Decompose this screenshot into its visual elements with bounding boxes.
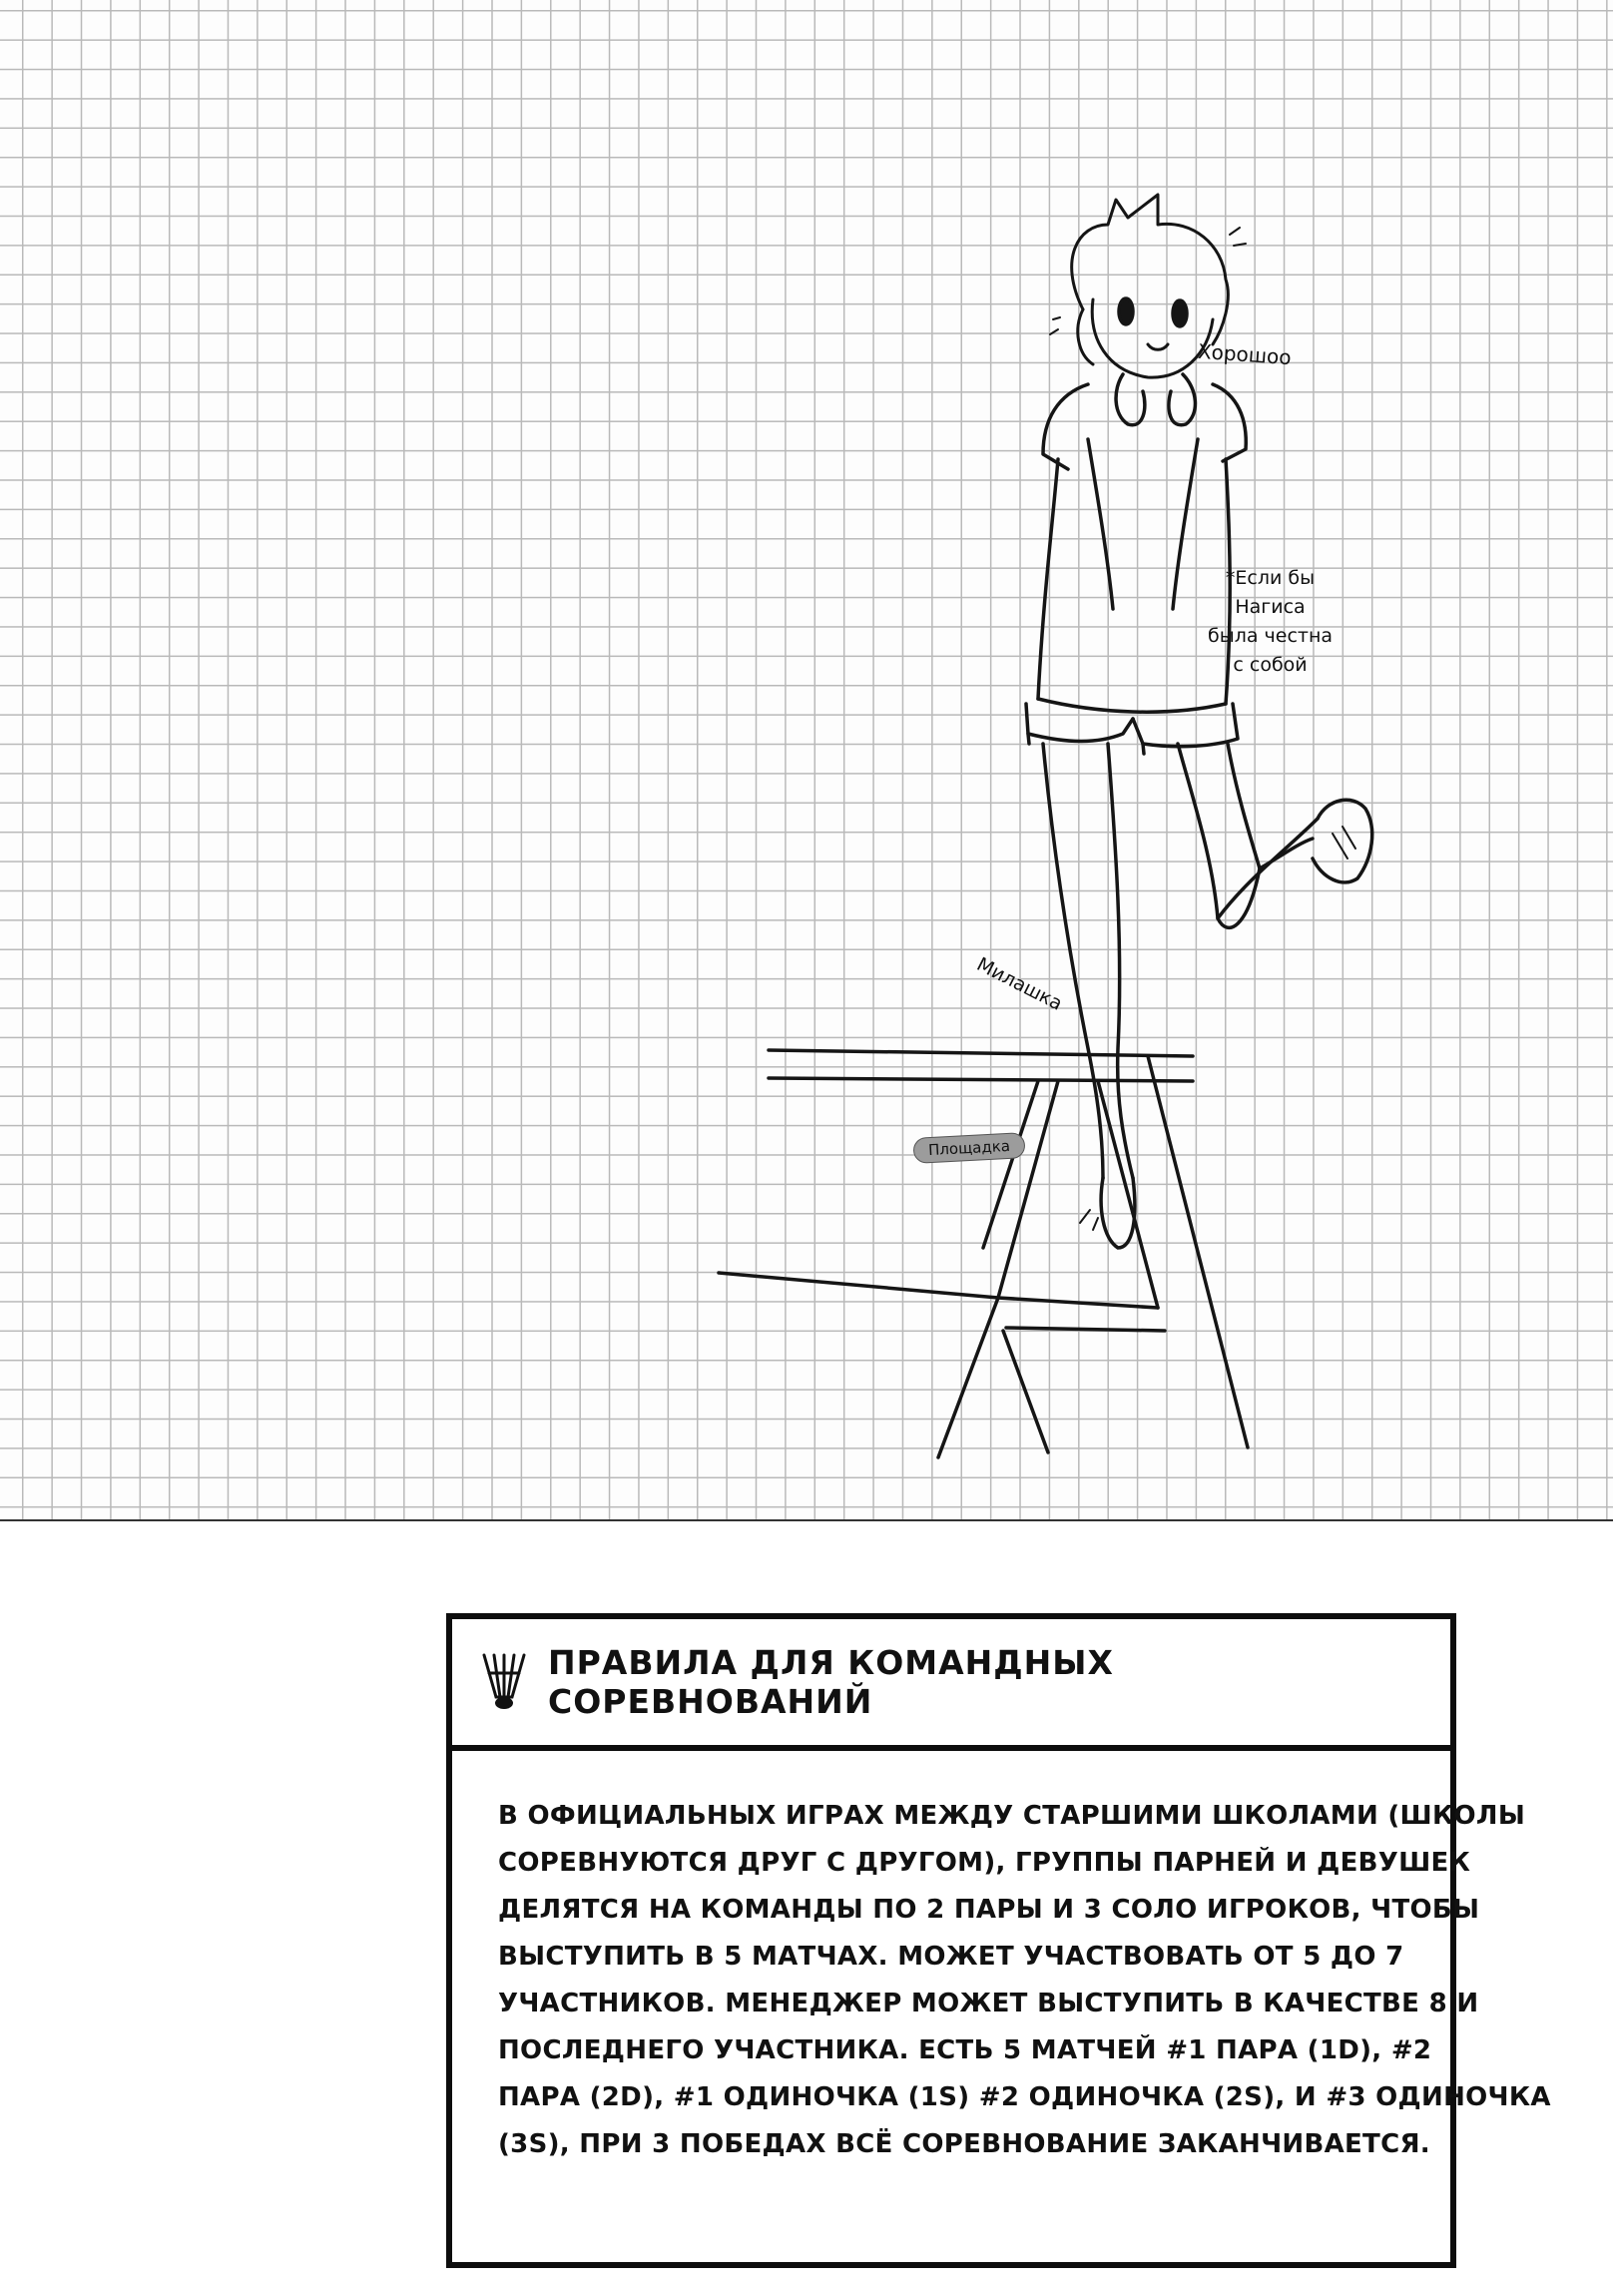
note-honest-line: Нагиса: [1235, 596, 1306, 618]
rules-text-line: ПАРА (2D), #1 ОДИНОЧКА (1S) #2 ОДИНОЧКА (2S), И #3 ОДИНОЧКА: [498, 2082, 1551, 2112]
note-court-label: Площадка: [912, 1132, 1025, 1164]
note-honest-line: была честна: [1208, 625, 1334, 647]
rules-text-line: (3S), ПРИ 3 ПОБЕДАХ ВСЁ СОРЕВНОВАНИЕ ЗАКАНЧИВАЕТСЯ.: [498, 2129, 1430, 2159]
rules-text-line: УЧАСТНИКОВ. МЕНЕДЖЕР МОЖЕТ ВЫСТУПИТЬ В КАЧЕСТВЕ 8 И: [498, 1989, 1479, 2018]
note-honest-line: с собой: [1233, 654, 1308, 676]
note-honest: [1208, 564, 1333, 680]
court-lines: [719, 1050, 1248, 1457]
team-rules-box: [446, 1613, 1551, 2268]
note-good: Хорошоо: [1197, 338, 1293, 370]
rules-text-line: СОРЕВНУЮТСЯ ДРУГ С ДРУГОМ), ГРУППЫ ПАРНЕЙ И ДЕВУШЕК: [498, 1848, 1471, 1878]
rules-body: [452, 1751, 1551, 2168]
rules-title: ПРАВИЛА ДЛЯ КОМАНДНЫХ СОРЕВНОВАНИЙ: [548, 1643, 1114, 1721]
note-honest-line: *Если бы: [1225, 567, 1316, 589]
rules-header: [452, 1619, 1450, 1751]
rules-text-line: ПОСЛЕДНЕГО УЧАСТНИКА. ЕСТЬ 5 МАТЧЕЙ #1 ПАРА (1D), #2: [498, 2035, 1432, 2065]
rules-text-line: ВЫСТУПИТЬ В 5 МАТЧАХ. МОЖЕТ УЧАСТВОВАТЬ ОТ 5 ДО 7: [498, 1942, 1404, 1972]
rules-text-line: ДЕЛЯТСЯ НА КОМАНДЫ ПО 2 ПАРЫ И 3 СОЛО ИГРОКОВ, ЧТОБЫ: [498, 1895, 1480, 1925]
note-cute: Милашка: [973, 953, 1066, 1015]
shuttlecock-icon: [482, 1653, 526, 1711]
rules-text-line: В ОФИЦИАЛЬНЫХ ИГРАХ МЕЖДУ СТАРШИМИ ШКОЛАМИ (ШКОЛЫ: [498, 1801, 1526, 1831]
